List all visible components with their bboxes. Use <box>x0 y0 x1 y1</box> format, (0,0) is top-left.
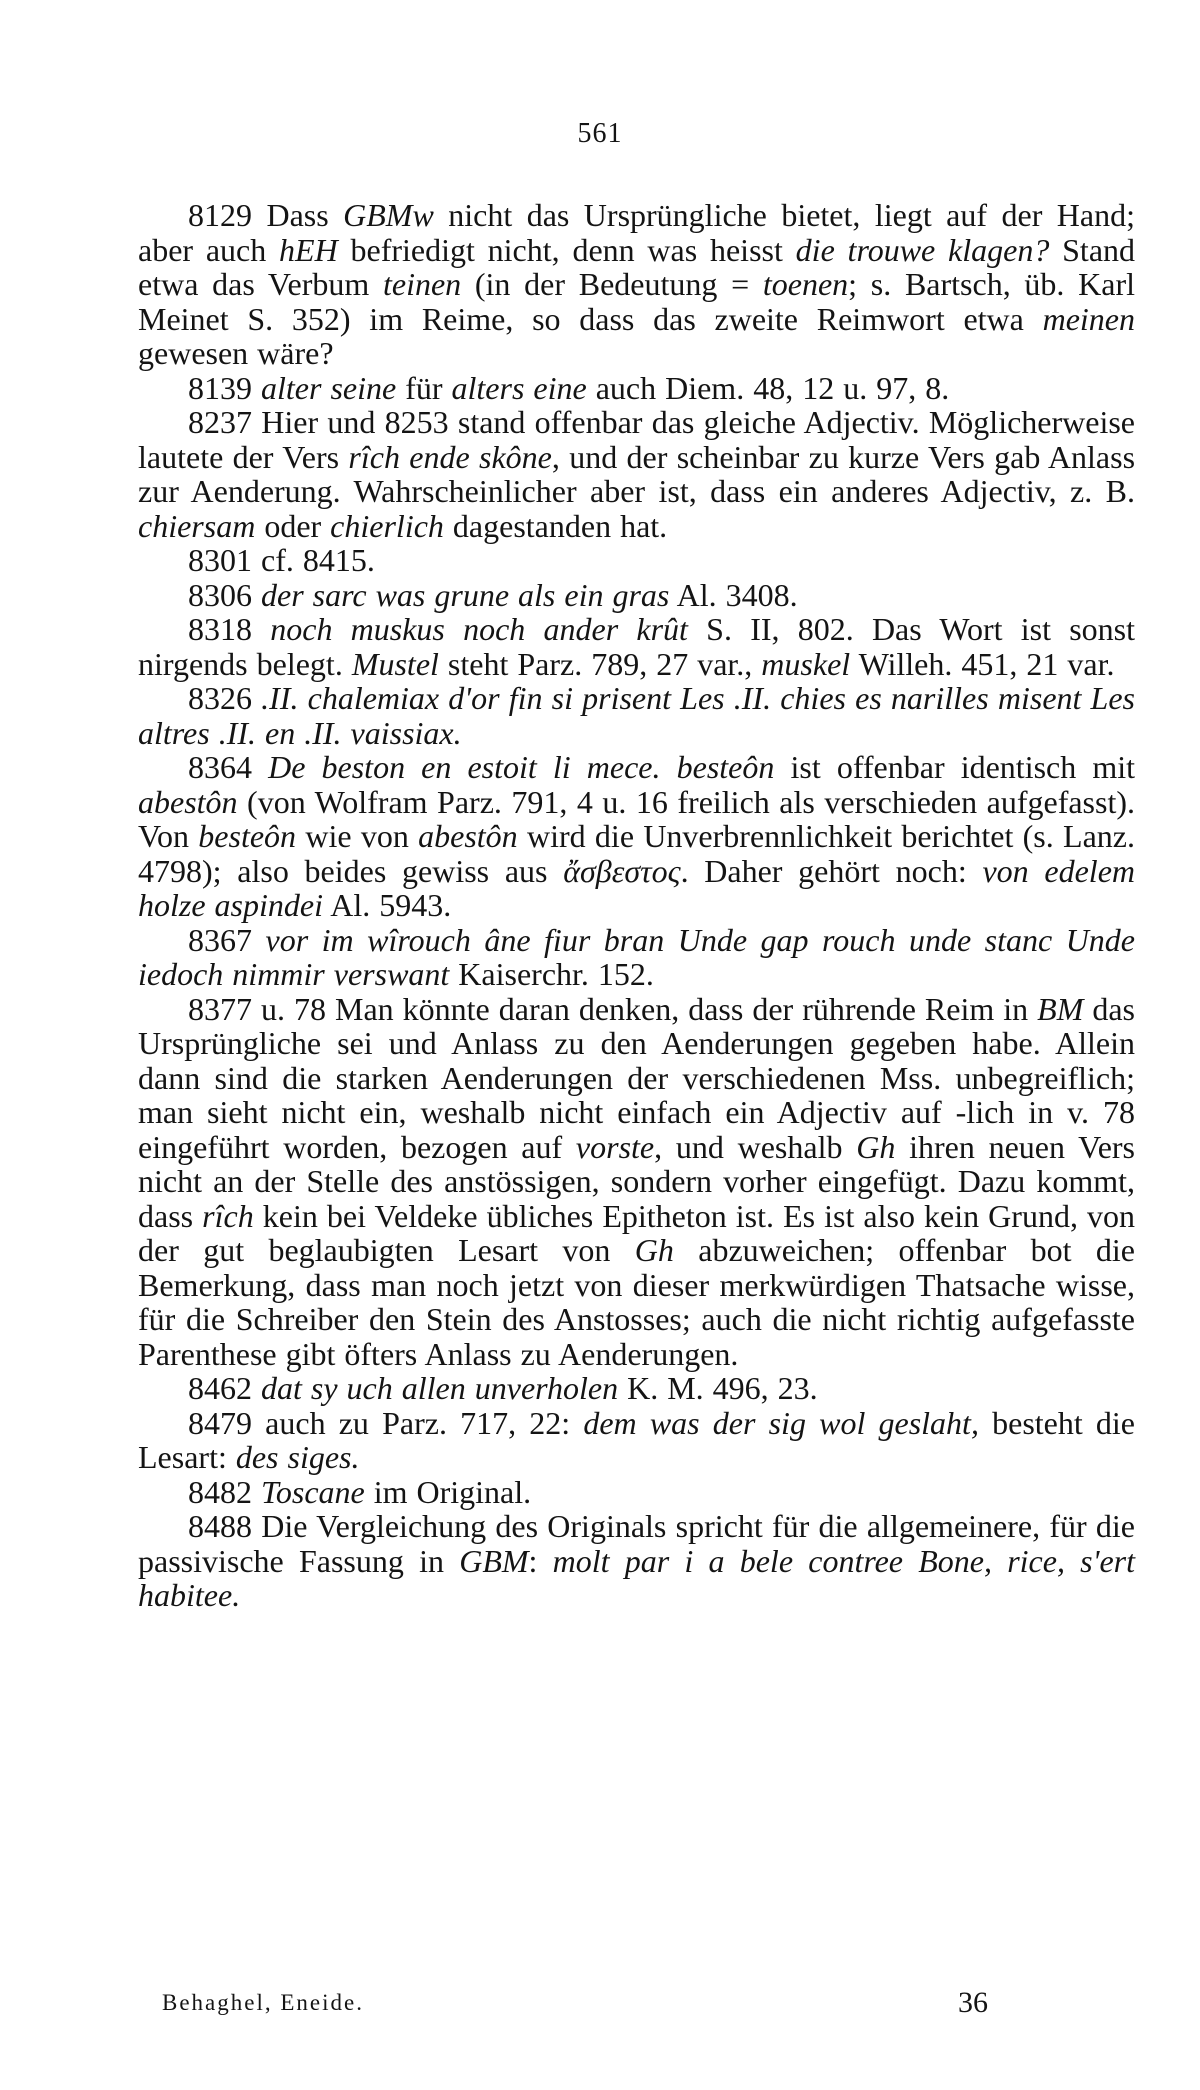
notes-body <box>138 198 1135 1613</box>
note-paragraph <box>138 1509 1135 1613</box>
text-segment: 8364 <box>188 749 269 785</box>
text-segment: Al. 5943. <box>322 887 452 923</box>
text-segment: 8306 <box>188 576 261 613</box>
text-segment: : <box>528 1542 553 1579</box>
footer-signature: Behaghel, Eneide. <box>162 1990 364 2015</box>
italic-segment: hEH <box>279 231 338 268</box>
text-segment: K. M. 496, 23. <box>618 1370 818 1406</box>
text-segment: befriedigt nicht, denn was heisst <box>337 231 796 268</box>
italic-segment: chiersam <box>138 507 256 544</box>
text-segment: 8482 <box>188 1473 261 1510</box>
text-segment: auch Diem. 48, 12 u. 97, 8. <box>586 369 950 406</box>
italic-segment: meinen <box>1042 300 1135 337</box>
italic-segment: .II. chalemiax d'or fin si prisent Les .II. chies es narilles misent Les altres .II. en .II. vaissiax. <box>138 680 1136 751</box>
italic-segment: GBMw <box>343 197 434 233</box>
italic-segment: Toscane <box>261 1473 365 1510</box>
sheet-number: 36 <box>958 1986 988 2019</box>
text-segment: oder <box>255 507 331 544</box>
text-segment: 8377 u. 78 Man könnte daran denken, dass der rührende Reim in <box>188 990 1038 1027</box>
text-segment: im Original. <box>364 1473 532 1510</box>
italic-segment: besteôn <box>676 749 775 785</box>
text-segment: , und der scheinbar zu kurze Vers gab Anlass zur Aenderung. Wahrscheinlicher aber ist, dass ein anderes Adjectiv, z. B. <box>138 438 1136 509</box>
italic-segment: abestôn <box>418 818 518 854</box>
text-segment: S. II, 802. Das Wort ist sonst nirgends belegt. <box>138 611 1136 682</box>
note-paragraph <box>138 371 1135 406</box>
note-paragraph <box>138 992 1135 1372</box>
text-segment: ihren neuen Vers nicht an der Stelle des anstössigen, sondern vorher eingefügt. Dazu kommt, dass <box>138 1128 1136 1234</box>
italic-segment: noch muskus noch ander krût <box>270 611 688 647</box>
italic-segment: alters eine <box>451 369 587 406</box>
note-paragraph <box>138 1371 1135 1406</box>
italic-segment: chierlich <box>330 507 444 544</box>
text-segment: das Ursprüngliche sei und Anlass zu den Aenderungen gegeben habe. Allein dann sind die starken Aenderungen der verschiedenen Mss. unbegreiflich; man sieht nicht ein, weshalb nicht einfach ein Adjectiv auf -lich in v. 78 eingeführt worden, bezogen auf <box>138 990 1136 1165</box>
text-segment: nicht das Ursprüngliche bietet, liegt auf der Hand; aber auch <box>138 197 1136 268</box>
italic-segment: dem was der sig wol geslaht, <box>583 1404 979 1441</box>
note-paragraph <box>138 923 1135 992</box>
italic-segment: die trouwe klagen? <box>795 231 1050 268</box>
text-segment: für <box>396 369 452 406</box>
text-segment: 8367 <box>188 921 266 958</box>
text-segment: ist offenbar identisch mit <box>774 749 1136 785</box>
page-number: 561 <box>577 118 623 149</box>
italic-segment: dat sy uch allen unverholen <box>261 1370 619 1406</box>
italic-segment: des siges. <box>235 1439 360 1475</box>
italic-segment: GBM <box>459 1542 529 1579</box>
note-paragraph <box>138 612 1135 681</box>
italic-segment: Gh <box>634 1232 674 1268</box>
italic-segment: besteôn <box>198 818 297 854</box>
text-segment <box>661 749 677 785</box>
note-paragraph <box>138 578 1135 613</box>
text-segment: steht Parz. 789, 27 var., <box>438 645 762 682</box>
text-segment: (in der Bedeutung = <box>461 266 763 302</box>
text-segment: (von Wolfram Parz. 791, 4 u. 16 freilich als verschieden aufgefasst). Von <box>138 783 1135 854</box>
italic-segment: rîch ende skône <box>348 438 552 475</box>
italic-segment: molt par i a bele contree Bone, rice, s'ert habitee. <box>138 1542 1136 1613</box>
text-segment: dagestanden hat. <box>443 507 668 544</box>
text-segment: , und weshalb <box>654 1128 857 1165</box>
note-paragraph <box>138 681 1135 750</box>
text-segment: wie von <box>296 818 419 854</box>
text-segment: besteht die Lesart: <box>138 1404 1136 1475</box>
italic-segment: vor im wîrouch âne fiur bran Unde gap rouch unde stanc Unde iedoch nimmir verswant <box>138 921 1136 992</box>
text-segment: Stand etwa das Verbum <box>138 231 1136 302</box>
text-segment: 8139 <box>188 369 261 406</box>
note-paragraph <box>138 543 1135 578</box>
text-segment: Al. 3408. <box>669 576 798 613</box>
italic-segment: alter seine <box>261 369 397 406</box>
text-segment: 8318 <box>188 611 271 647</box>
italic-segment: BM <box>1037 990 1084 1027</box>
italic-segment: Mustel <box>351 645 439 682</box>
text-segment: kein bei Veldeke übliches Epitheton ist. Es ist also kein Grund, von der gut beglaubigten Lesart von <box>138 1197 1136 1268</box>
note-paragraph <box>138 198 1135 371</box>
italic-segment: vorste <box>575 1128 655 1165</box>
note-paragraph <box>138 1406 1135 1475</box>
text-segment: 8129 Dass <box>188 197 344 233</box>
text-segment: 8479 auch zu Parz. 717, 22: <box>188 1404 584 1441</box>
text-segment: wird die Unverbrennlichkeit berichtet (s. Lanz. 4798); also beides gewiss aus <box>138 818 1135 889</box>
italic-segment: De beston en estoit li mece. <box>268 749 661 785</box>
text-segment: . Daher gehört noch: <box>680 852 983 889</box>
text-segment: abzuweichen; offenbar bot die Bemerkung, dass man noch jetzt von dieser merkwürdigen Thatsache wisse, für die Schreiber den Stein des Anstosses; auch die nicht richtig aufgefasste Parenthese gibt öfters Anlass zu Aenderungen. <box>138 1232 1136 1372</box>
italic-segment: muskel <box>761 645 851 682</box>
text-segment: Willeh. 451, 21 var. <box>850 645 1115 682</box>
italic-segment: abestôn <box>138 783 238 820</box>
text-segment: 8301 cf. 8415. <box>188 542 375 578</box>
italic-segment: ἄσβεστος <box>563 852 681 889</box>
note-paragraph <box>138 750 1135 923</box>
italic-segment: von edelem holze aspindei <box>138 852 1136 923</box>
italic-segment: der sarc was grune als ein gras <box>261 576 670 613</box>
text-segment: 8488 Die Vergleichung des Originals spricht für die allgemeinere, für die passivische Fassung in <box>138 1508 1135 1579</box>
note-paragraph <box>138 405 1135 543</box>
italic-segment: toenen <box>762 266 849 302</box>
text-segment: gewesen wäre? <box>138 335 334 371</box>
text-segment: 8326 <box>188 680 262 716</box>
text-segment: ; s. Bartsch, üb. Karl Meinet S. 352) im Reime, so dass das zweite Reimwort etwa <box>138 266 1136 337</box>
italic-segment: teinen <box>382 266 462 302</box>
italic-segment: Gh <box>856 1128 896 1165</box>
note-paragraph <box>138 1475 1135 1510</box>
text-segment: Kaiserchr. 152. <box>449 956 654 992</box>
italic-segment: rîch <box>202 1197 254 1234</box>
text-segment: 8462 <box>188 1370 261 1406</box>
text-segment: 8237 Hier und 8253 stand offenbar das gleiche Adjectiv. Möglicherweise lautete der Vers <box>138 404 1135 475</box>
